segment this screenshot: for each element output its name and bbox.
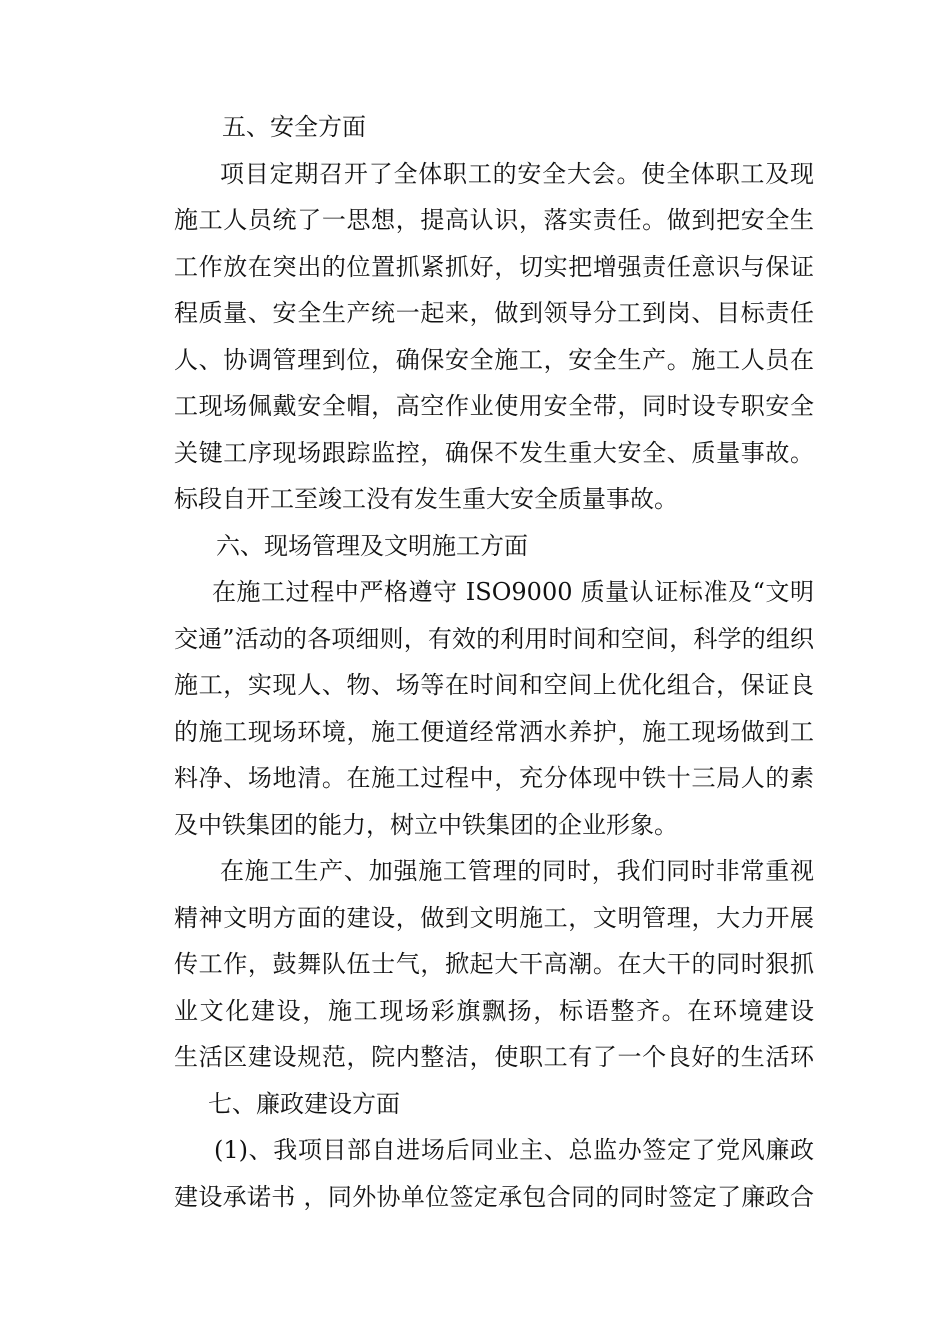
section-heading-site-management: 六、现场管理及文明施工方面 — [216, 531, 528, 560]
paragraph-line: 在施工生产、加强施工管理的同时，我们同时非常重视 — [220, 857, 814, 885]
paragraph-line: 生活区建设规范，院内整洁，使职工有了一个良好的生活环 — [174, 1043, 814, 1071]
paragraph-line: 项目定期召开了全体职工的安全大会。使全体职工及现 — [220, 159, 814, 188]
paragraph-line: 料净、场地清。在施工过程中，充分体现中铁十三局人的素 — [174, 764, 814, 792]
paragraph-line: 的施工现场环境，施工便道经常洒水养护，施工现场做到工 — [174, 717, 814, 746]
paragraph-line: 人、协调管理到位，确保安全施工，安全生产。施工人员在 — [174, 345, 814, 374]
paragraph-line: 标段自开工至竣工没有发生重大安全质量事故。 — [174, 485, 678, 513]
paragraph-line: 业文化建设，施工现场彩旗飘扬，标语整齐。在环境建设 — [174, 996, 814, 1025]
paragraph-line: 工作放在突出的位置抓紧抓好，切实把增强责任意识与保证 — [174, 252, 814, 281]
paragraph-line: 施工，实现人、物、场等在时间和空间上优化组合，保证良 — [174, 671, 814, 699]
paragraph-line: (1)、我项目部自进场后同业主、总监办签定了党风廉政 — [214, 1136, 814, 1164]
paragraph-line: 传工作，鼓舞队伍士气，掀起大干高潮。在大干的同时狠抓 — [174, 950, 814, 978]
paragraph-line: 建设承诺书 ，同外协单位签定承包合同的同时签定了廉政合 — [174, 1182, 814, 1211]
paragraph-line: 关键工序现场跟踪监控，确保不发生重大安全、质量事故。 — [174, 438, 814, 467]
paragraph-line: 精神文明方面的建设，做到文明施工，文明管理，大力开展 — [174, 903, 814, 932]
section-heading-integrity: 七、廉政建设方面 — [208, 1089, 400, 1118]
paragraph-line: 及中铁集团的能力，树立中铁集团的企业形象。 — [174, 810, 678, 839]
section-heading-safety: 五、安全方面 — [222, 113, 366, 141]
paragraph-line: 在施工过程中严格遵守 ISO9000 质量认证标准及“文明 — [212, 578, 814, 606]
document-body — [174, 104, 814, 1220]
paragraph-line: 程质量、安全生产统一起来，做到领导分工到岗、目标责任 — [174, 299, 814, 327]
paragraph-line: 工现场佩戴安全帽，高空作业使用安全带，同时设专职安全 — [174, 392, 814, 420]
paragraph-line: 交通”活动的各项细则，有效的利用时间和空间，科学的组织 — [174, 624, 814, 653]
paragraph-line: 施工人员统了一思想，提高认识，落实责任。做到把安全生 — [174, 206, 814, 234]
